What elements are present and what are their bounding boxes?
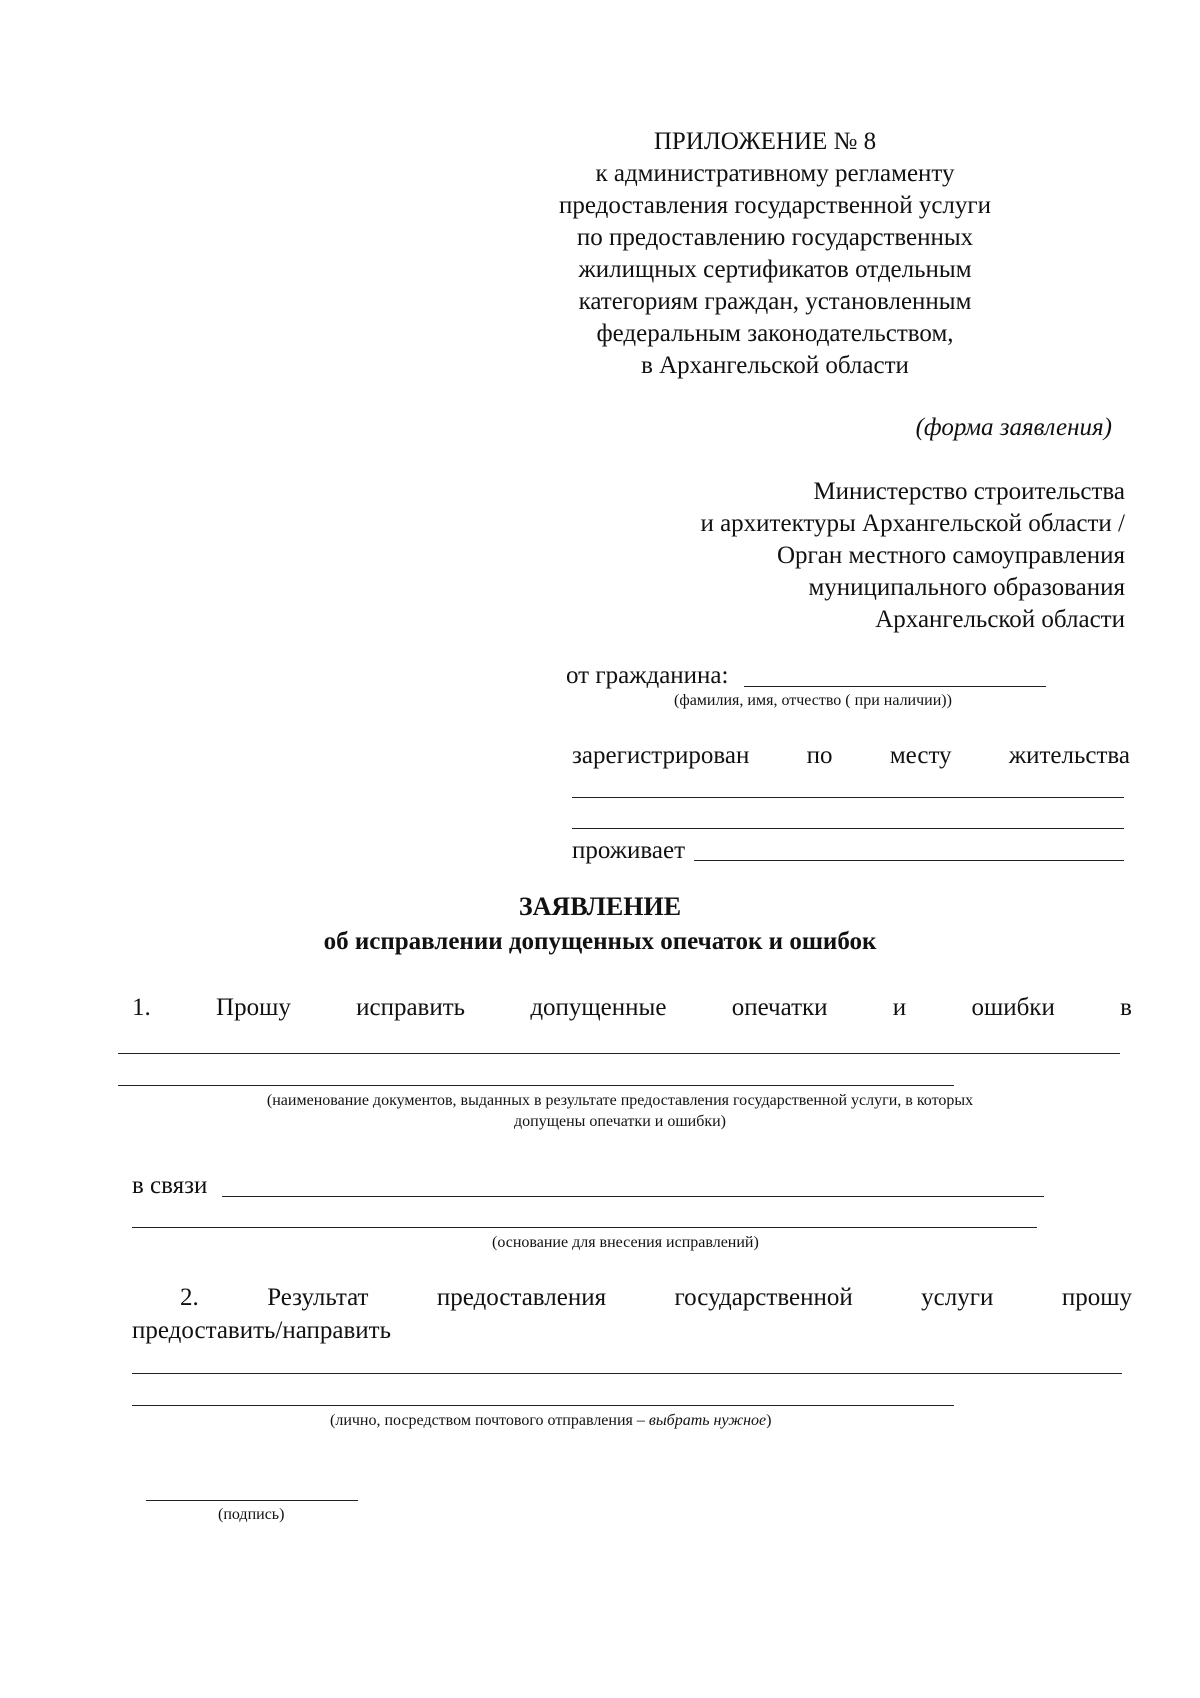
word: по xyxy=(806,742,833,769)
registered-address-field[interactable] xyxy=(572,797,1124,798)
word: месту xyxy=(889,742,952,769)
word: опечатки xyxy=(731,994,828,1021)
signature-field[interactable] xyxy=(146,1500,358,1501)
caption-italic: выбрать нужное xyxy=(648,1412,767,1429)
reason-field-2[interactable] xyxy=(132,1227,1037,1228)
word: Результат xyxy=(267,1284,369,1311)
caption-line: (наименование документов, выданных в результате предоставления государственной услуги, в которых xyxy=(266,1092,974,1109)
applicant-name-field[interactable] xyxy=(744,686,1046,687)
delivery-field-2[interactable] xyxy=(132,1405,954,1406)
delivery-caption xyxy=(330,1410,771,1431)
word: допущенные xyxy=(530,994,667,1021)
word: предоставления xyxy=(436,1284,607,1311)
applicant-name-caption: (фамилия, имя, отчество ( при наличии)) xyxy=(674,692,952,709)
appendix-line: к административному регламенту xyxy=(595,160,955,187)
item2-text xyxy=(180,1282,1132,1314)
addressee xyxy=(700,476,1125,636)
word: исправить xyxy=(356,994,466,1021)
appendix-text xyxy=(500,158,1050,382)
appendix-title: ПРИЛОЖЕНИЕ № 8 xyxy=(653,128,877,155)
from-label: от гражданина: xyxy=(566,662,729,689)
registered-address-field-2[interactable] xyxy=(572,828,1124,829)
word: прошу xyxy=(1061,1284,1132,1311)
word: и xyxy=(892,994,907,1021)
caption-end: ) xyxy=(766,1412,772,1429)
addressee-line: и архитектуры Архангельской области / xyxy=(700,510,1125,537)
word: в xyxy=(1120,994,1132,1021)
addressee-line: Министерство строительства xyxy=(813,478,1125,505)
item2-line2: предоставить/направить xyxy=(132,1317,391,1344)
documents-caption xyxy=(118,1090,1122,1132)
word: жительства xyxy=(1008,742,1130,769)
reason-field[interactable] xyxy=(222,1196,1044,1197)
document-subtitle: об исправлении допущенных опечаток и ошибок xyxy=(323,928,877,955)
reason-label: в связи xyxy=(132,1172,208,1199)
word: Прошу xyxy=(216,994,291,1021)
documents-field-2[interactable] xyxy=(118,1085,954,1086)
addressee-line: муниципального образования xyxy=(808,574,1125,601)
registered-label xyxy=(572,740,1130,772)
appendix-line: жилищных сертификатов отдельным xyxy=(578,256,972,283)
word: государственной xyxy=(674,1284,853,1311)
word: услуги xyxy=(921,1284,994,1311)
word: 2. xyxy=(180,1284,199,1311)
item1-text xyxy=(132,992,1132,1024)
delivery-field[interactable] xyxy=(132,1373,1122,1374)
addressee-line: Архангельской области xyxy=(875,606,1125,633)
caption-plain: (лично, посредством почтового отправления – xyxy=(330,1412,649,1429)
signature-caption: (подпись) xyxy=(218,1506,285,1523)
appendix-line: в Архангельской области xyxy=(641,352,909,379)
lives-label: проживает xyxy=(572,837,686,864)
word: зарегистрирован xyxy=(572,742,750,769)
appendix-line: категориям граждан, установленным xyxy=(578,288,972,315)
word: ошибки xyxy=(971,994,1055,1021)
lives-address-field[interactable] xyxy=(694,860,1124,861)
addressee-line: Орган местного самоуправления xyxy=(777,542,1125,569)
document-title: ЗАЯВЛЕНИЕ xyxy=(518,892,682,921)
documents-field[interactable] xyxy=(118,1053,1120,1054)
appendix-line: предоставления государственной услуги xyxy=(558,192,992,219)
caption-line: допущены опечатки и ошибки) xyxy=(513,1113,726,1130)
word: 1. xyxy=(132,994,151,1021)
appendix-line: по предоставлению государственных xyxy=(576,224,974,251)
appendix-line: федеральным законодательством, xyxy=(596,320,954,347)
reason-caption: (основание для внесения исправлений) xyxy=(492,1234,759,1251)
form-label: (форма заявления) xyxy=(915,414,1112,441)
